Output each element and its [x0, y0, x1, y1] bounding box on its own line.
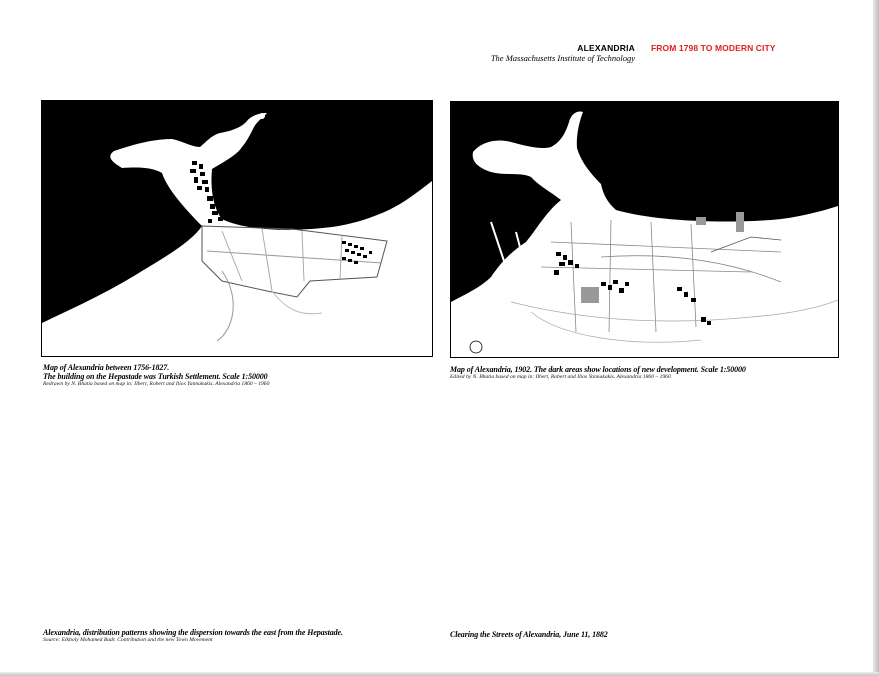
map1-source: Redrawn by N. Bhatia based on map in: Ilbert, Robert and Ilios Yannakakis. Alexandria 1860 – 1960	[43, 381, 270, 387]
map2-caption-title: Map of Alexandria, 1902. The dark areas show locations of new development. Scale 1:50000	[450, 365, 746, 374]
clearing-streets-caption: Clearing the Streets of Alexandria, June 11, 1882	[450, 630, 608, 639]
distribution-source: Source: Elkholy Mohamed Badr. Contribution and the new Town Movement	[43, 637, 213, 643]
map-1756-drawing	[42, 101, 432, 356]
map-alexandria-1756-1827	[41, 100, 433, 357]
page-bottom-shadow	[0, 672, 879, 676]
map1-caption-title: Map of Alexandria between 1756-1827.	[43, 363, 170, 372]
header-title: ALEXANDRIA	[577, 43, 635, 53]
map1-caption-description: The building on the Hepastade was Turkish Settlement. Scale 1:50000	[43, 372, 268, 381]
map-alexandria-1902	[450, 101, 839, 358]
header-tagline: FROM 1798 TO MODERN CITY	[651, 43, 776, 53]
header-institution: The Massachusetts Institute of Technology	[490, 53, 635, 63]
distribution-caption: Alexandria, distribution patterns showing the dispersion towards the east from the Hepastade.	[43, 628, 343, 637]
map2-source: Edited by N. Bhatia based on map in: Ilbert, Robert and Ilios Yannakakis. Alexandria 1860 – 1960	[450, 374, 671, 380]
map-1902-drawing	[451, 102, 838, 357]
page-edge-shadow	[873, 0, 879, 676]
